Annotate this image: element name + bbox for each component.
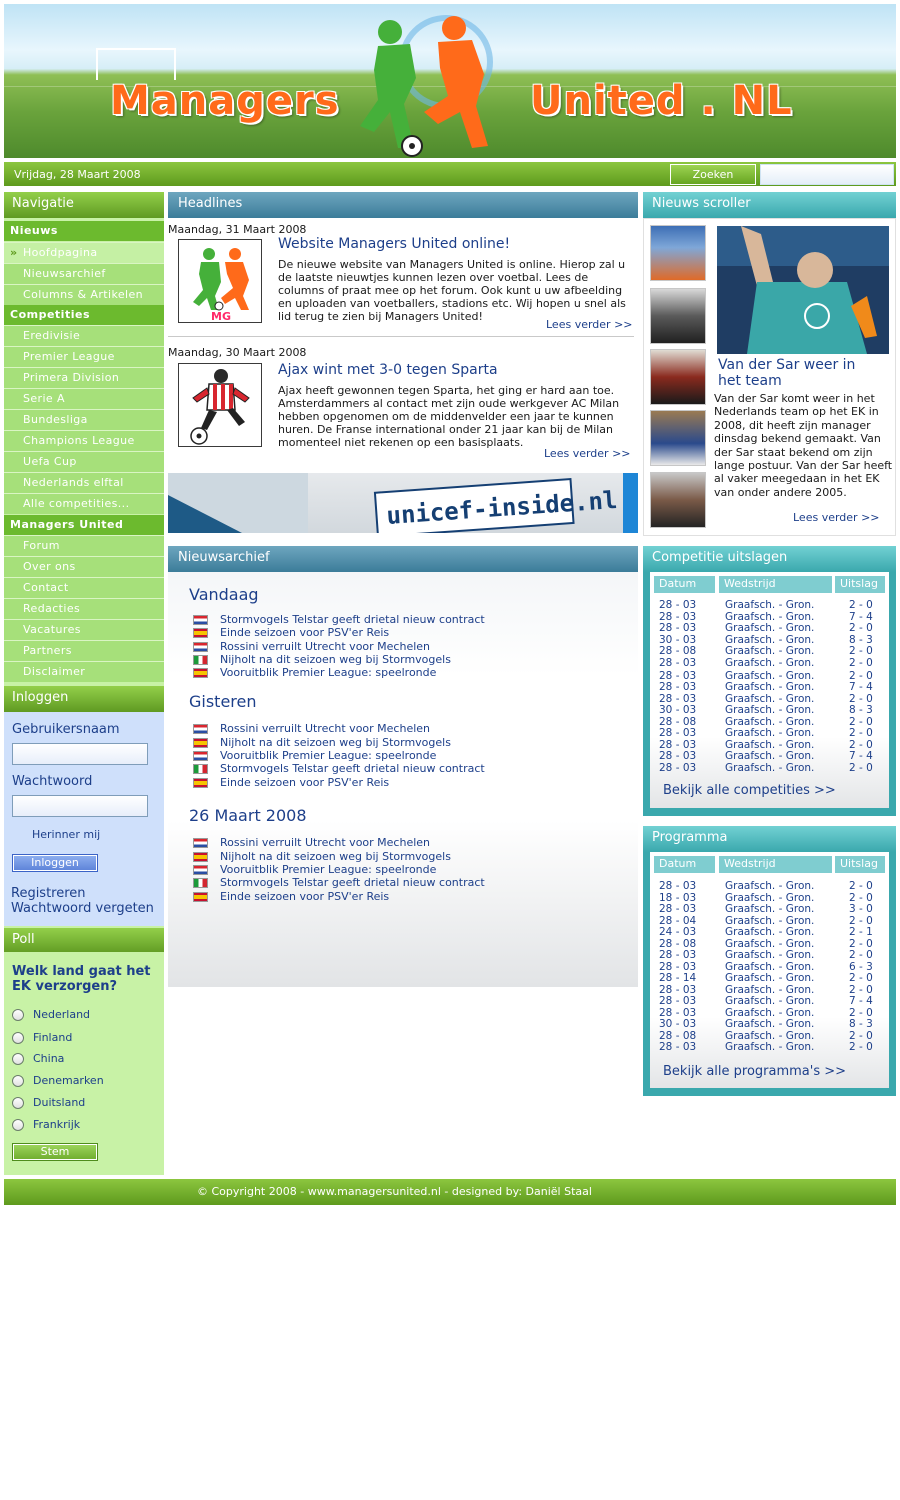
current-date: Vrijdag, 28 Maart 2008 xyxy=(14,168,141,181)
cell-date: 28 - 03 xyxy=(659,983,697,996)
cell-match: Graafsch. - Gron. xyxy=(725,926,815,938)
read-more-link[interactable]: Lees verder >> xyxy=(546,318,633,331)
column-header-wedstrijd: Wedstrijd xyxy=(719,856,832,873)
copyright-text: © Copyright 2008 - www.managersunited.nl - designed by: Daniël Staal xyxy=(197,1185,592,1198)
cell-match: Graafsch. - Gron. xyxy=(725,880,815,892)
news-title-link[interactable]: Ajax wint met 3-0 tegen Sparta xyxy=(278,362,498,378)
cell-match: Graafsch. - Gron. xyxy=(725,937,815,950)
vote-button[interactable]: Stem xyxy=(12,1143,98,1161)
poll-header: Poll xyxy=(4,928,164,954)
scroller-main-photo[interactable] xyxy=(717,226,889,354)
flag-spain-icon xyxy=(193,778,208,788)
archive-header: Nieuwsarchief xyxy=(168,546,638,572)
cell-date: 28 - 03 xyxy=(659,669,697,682)
flag-netherlands-icon xyxy=(193,751,208,761)
cell-score: 8 - 3 xyxy=(849,633,873,646)
scroller-thumb-player[interactable] xyxy=(650,225,706,281)
table-row[interactable] xyxy=(650,961,889,973)
scroller-thumb-player[interactable] xyxy=(650,472,706,528)
cell-date: 28 - 08 xyxy=(659,645,697,657)
cell-date: 30 - 03 xyxy=(659,633,697,646)
column-header-datum: Datum xyxy=(654,576,715,593)
table-row[interactable] xyxy=(650,1007,889,1019)
login-button[interactable]: Inloggen xyxy=(12,854,98,872)
logo-players-image xyxy=(334,8,534,158)
read-more-link[interactable]: Lees verder >> xyxy=(544,447,631,460)
nav-item-nederlands-elftal[interactable]: Nederlands elftal xyxy=(4,472,164,493)
scroller-read-more-link[interactable]: Lees verder >> xyxy=(793,511,880,524)
nav-section-managers-united: Managers United xyxy=(4,515,164,535)
cell-score: 3 - 0 xyxy=(849,903,873,915)
cell-score: 2 - 0 xyxy=(849,761,873,774)
nav-item-bundesliga[interactable]: Bundesliga xyxy=(4,409,164,430)
nav-item-uefa-cup[interactable]: Uefa Cup xyxy=(4,451,164,472)
footer xyxy=(4,1179,896,1205)
radio-button[interactable] xyxy=(12,1032,24,1044)
scroller-thumb-player[interactable] xyxy=(650,349,706,405)
archive-group-title: Gisteren xyxy=(189,692,257,711)
cell-date: 28 - 03 xyxy=(659,750,697,762)
cell-match: Graafsch. - Gron. xyxy=(725,656,815,669)
flag-netherlands-icon xyxy=(193,865,208,875)
cell-score: 7 - 4 xyxy=(849,610,873,623)
table-row[interactable] xyxy=(650,727,889,739)
nav-item-redacties[interactable]: Redacties xyxy=(4,598,164,619)
cell-date: 28 - 03 xyxy=(659,1041,697,1053)
cell-score: 2 - 0 xyxy=(849,880,873,892)
table-row[interactable] xyxy=(650,915,889,927)
goal-decoration xyxy=(96,48,176,80)
password-label: Wachtwoord xyxy=(12,774,93,789)
cell-match: Graafsch. - Gron. xyxy=(725,1041,815,1053)
cell-score: 2 - 0 xyxy=(849,983,873,996)
cell-match: Graafsch. - Gron. xyxy=(725,681,815,693)
news-date: Maandag, 30 Maart 2008 xyxy=(168,346,307,359)
news-scroller xyxy=(643,218,896,536)
table-row[interactable] xyxy=(650,750,889,762)
cell-match: Graafsch. - Gron. xyxy=(725,704,815,716)
table-row[interactable] xyxy=(650,1041,889,1053)
cell-date: 28 - 08 xyxy=(659,1029,697,1042)
cell-match: Graafsch. - Gron. xyxy=(725,995,815,1007)
cell-date: 28 - 03 xyxy=(659,995,697,1007)
table-row[interactable] xyxy=(650,739,889,751)
table-row[interactable] xyxy=(650,716,889,728)
program-panel xyxy=(643,826,896,1096)
radio-button[interactable] xyxy=(12,1053,24,1065)
table-row[interactable] xyxy=(650,704,889,716)
table-row[interactable] xyxy=(650,657,889,669)
program-table xyxy=(650,852,889,1088)
cell-score: 6 - 3 xyxy=(849,960,873,973)
cell-date: 28 - 03 xyxy=(659,681,697,693)
cell-match: Graafsch. - Gron. xyxy=(725,1006,815,1019)
table-row[interactable] xyxy=(650,903,889,915)
cell-match: Graafsch. - Gron. xyxy=(725,727,815,739)
news-thumbnail[interactable] xyxy=(178,363,262,447)
flag-netherlands-icon xyxy=(193,615,208,625)
cell-score: 2 - 0 xyxy=(849,656,873,669)
table-row[interactable] xyxy=(650,949,889,961)
cell-date: 28 - 03 xyxy=(659,880,697,892)
cell-date: 28 - 03 xyxy=(659,738,697,751)
cell-score: 2 - 0 xyxy=(849,715,873,728)
cell-date: 28 - 08 xyxy=(659,937,697,950)
thumb-logo-text: MG xyxy=(211,310,231,323)
nav-item-nieuwsarchief[interactable]: Nieuwsarchief xyxy=(4,263,164,284)
cell-match: Graafsch. - Gron. xyxy=(725,645,815,657)
cell-date: 28 - 14 xyxy=(659,972,697,984)
password-field[interactable] xyxy=(12,795,148,817)
nav-item-disclaimer[interactable]: Disclaimer xyxy=(4,661,164,682)
cell-match: Graafsch. - Gron. xyxy=(725,669,815,682)
cell-score: 2 - 0 xyxy=(849,738,873,751)
cell-match: Graafsch. - Gron. xyxy=(725,692,815,705)
news-title-link[interactable]: Website Managers United online! xyxy=(278,236,511,252)
table-row[interactable] xyxy=(650,995,889,1007)
cell-match: Graafsch. - Gron. xyxy=(725,914,815,927)
username-field[interactable] xyxy=(12,743,148,765)
flag-italy-icon xyxy=(193,764,208,774)
cell-match: Graafsch. - Gron. xyxy=(725,903,815,915)
cell-score: 2 - 0 xyxy=(849,669,873,682)
cell-score: 2 - 0 xyxy=(849,972,873,984)
cell-match: Graafsch. - Gron. xyxy=(725,972,815,984)
radio-button[interactable] xyxy=(12,1075,24,1087)
table-row[interactable] xyxy=(650,984,889,996)
navigation-header: Navigatie xyxy=(4,192,164,218)
cell-date: 18 - 03 xyxy=(659,891,697,904)
table-row[interactable] xyxy=(650,926,889,938)
flag-netherlands-icon xyxy=(193,642,208,652)
flag-italy-icon xyxy=(193,878,208,888)
cell-score: 8 - 3 xyxy=(849,704,873,716)
register-link[interactable]: Registreren xyxy=(11,886,86,901)
all-competitions-link[interactable]: Bekijk alle competities >> xyxy=(663,783,836,798)
cell-score: 7 - 4 xyxy=(849,995,873,1007)
poll-panel: Welk land gaat het EK verzorgen? Nederland Finland China Denemarken Duitsland Frankrijk Stem xyxy=(4,952,164,1175)
archive-group-title: Vandaag xyxy=(189,585,259,604)
cell-score: 7 - 4 xyxy=(849,681,873,693)
cell-match: Graafsch. - Gron. xyxy=(725,750,815,762)
all-programs-link[interactable]: Bekijk alle programma's >> xyxy=(663,1064,847,1079)
scroller-header: Nieuws scroller xyxy=(643,192,896,218)
scroller-thumb-player[interactable] xyxy=(650,410,706,466)
cell-match: Graafsch. - Gron. xyxy=(725,633,815,646)
cell-date: 28 - 04 xyxy=(659,914,697,927)
cell-date: 28 - 03 xyxy=(659,903,697,915)
cell-match: Graafsch. - Gron. xyxy=(725,599,815,611)
header-banner xyxy=(4,4,896,158)
cell-score: 2 - 0 xyxy=(849,1029,873,1042)
table-row[interactable] xyxy=(650,693,889,705)
results-header: Competitie uitslagen xyxy=(643,546,896,572)
double-chevron-icon: » xyxy=(10,246,18,259)
column-header-uitslag: Uitslag xyxy=(835,856,885,873)
nav-section-competities: Competities xyxy=(4,305,164,325)
cell-score: 7 - 4 xyxy=(849,750,873,762)
nav-item-eredivisie[interactable]: Eredivisie xyxy=(4,325,164,346)
cell-date: 28 - 03 xyxy=(659,761,697,774)
radio-button[interactable] xyxy=(12,1119,24,1131)
table-row[interactable] xyxy=(650,892,889,904)
headlines-header: Headlines xyxy=(168,192,638,218)
cell-score: 2 - 0 xyxy=(849,1006,873,1019)
nav-item-alle-competities[interactable]: Alle competities... xyxy=(4,493,164,514)
news-archive: Vandaag Stormvogels Telstar geeft drietal nieuw contract Einde seizoen voor PSV'er Reis Rossini verruilt Utrecht voor Mechelen Nijholt na dit seizoen weg bij Stormvogels Vooruitblik Premier League: speelronde Gisteren Rossini verruilt Utrecht voor Mechelen Nijholt na dit seizoen weg bij Stormvogels Vooruitblik Premier League: speelronde Stormvogels Telstar geeft drietal nieuw contract Einde seizoen voor PSV'er Reis 26 Maart 2008 Rossini verruilt Utrecht voor Mechelen Nijholt na dit seizoen weg bij Stormvogels Vooruitblik Premier League: speelronde Stormvogels Telstar geeft drietal nieuw contract Einde seizoen voor PSV'er Reis xyxy=(168,572,638,987)
table-row[interactable] xyxy=(650,1018,889,1030)
username-label: Gebruikersnaam xyxy=(12,722,120,737)
nav-item-champions-league[interactable]: Champions League xyxy=(4,430,164,451)
nav-item-partners[interactable]: Partners xyxy=(4,640,164,661)
left-sidebar xyxy=(4,192,164,1175)
results-panel xyxy=(643,546,896,816)
nav-item-serie-a[interactable]: Serie A xyxy=(4,388,164,409)
column-header-datum: Datum xyxy=(654,856,715,873)
unicef-ad-banner[interactable] xyxy=(168,473,638,533)
cell-match: Graafsch. - Gron. xyxy=(725,960,815,973)
cell-score: 2 - 0 xyxy=(849,949,873,961)
cell-date: 24 - 03 xyxy=(659,926,697,938)
table-row[interactable] xyxy=(650,972,889,984)
cell-date: 28 - 03 xyxy=(659,622,697,634)
ad-text: unicef-inside.nl xyxy=(385,485,619,530)
table-row[interactable] xyxy=(650,645,889,657)
login-form xyxy=(4,712,164,926)
logo-text-right: United . NL xyxy=(530,78,793,124)
column-header-wedstrijd: Wedstrijd xyxy=(719,576,832,593)
cell-score: 2 - 0 xyxy=(849,891,873,904)
cell-date: 28 - 03 xyxy=(659,599,697,611)
nav-item-premier-league[interactable]: Premier League xyxy=(4,346,164,367)
cell-score: 2 - 1 xyxy=(849,926,873,938)
forgot-password-link[interactable]: Wachtwoord vergeten xyxy=(11,901,154,916)
news-summary: De nieuwe website van Managers United is online. Hierop zal u de laatste nieuwtjes kunnen lezen over voetbal. Lees de columns of praat mee op het forum. Ook kunt u uw afbeelding en uploaden van voetballers, stadions etc. Wij hopen u snel als lid terug te zien bij Managers United! xyxy=(278,258,626,323)
flag-netherlands-icon xyxy=(193,724,208,734)
login-header: Inloggen xyxy=(4,686,164,712)
scroller-body: Van der Sar komt weer in het Nederlands team op het EK in 2008, dit heeft zijn manager dinsdag bekend gemaakt. Van der Sar staat bekend om zijn lange postuur. Van der Sar heeft al vaker meegedaan in het EK van onder andere 2005. xyxy=(714,392,893,499)
cell-date: 28 - 03 xyxy=(659,960,697,973)
cell-date: 28 - 08 xyxy=(659,715,697,728)
program-header: Programma xyxy=(643,826,896,852)
flag-italy-icon xyxy=(193,655,208,665)
nav-item-over-ons[interactable]: Over ons xyxy=(4,556,164,577)
cell-score: 2 - 0 xyxy=(849,622,873,634)
cell-score: 2 - 0 xyxy=(849,645,873,657)
cell-date: 30 - 03 xyxy=(659,1018,697,1030)
cell-score: 2 - 0 xyxy=(849,914,873,927)
nav-item-forum[interactable]: Forum xyxy=(4,535,164,556)
nav-section-nieuws: Nieuws xyxy=(4,221,164,241)
cell-score: 2 - 0 xyxy=(849,1041,873,1053)
news-summary: Ajax heeft gewonnen tegen Sparta, het ging er hard aan toe. Amsterdammers al contact met zijn oude werkgever AC Milan hebben opgenomen om de middenvelder een jaar te kunnen huren. De Franse international onder 21 jaar kan bij de Milan momenteel niet rekenen op een basisplaats. xyxy=(278,384,620,449)
cell-date: 28 - 03 xyxy=(659,949,697,961)
nav-item-primera-division[interactable]: Primera Division xyxy=(4,367,164,388)
cell-date: 28 - 03 xyxy=(659,656,697,669)
table-row[interactable] xyxy=(650,670,889,682)
radio-button[interactable] xyxy=(12,1097,24,1109)
nav-item-contact[interactable]: Contact xyxy=(4,577,164,598)
flag-spain-icon xyxy=(193,668,208,678)
cell-date: 28 - 03 xyxy=(659,610,697,623)
table-row[interactable] xyxy=(650,938,889,950)
table-row[interactable] xyxy=(650,599,889,611)
cell-date: 28 - 03 xyxy=(659,1006,697,1019)
search-input[interactable] xyxy=(760,164,894,185)
news-thumbnail[interactable] xyxy=(178,239,262,323)
cell-date: 28 - 03 xyxy=(659,727,697,739)
cell-match: Graafsch. - Gron. xyxy=(725,622,815,634)
news-date: Maandag, 31 Maart 2008 xyxy=(168,223,307,236)
cell-match: Graafsch. - Gron. xyxy=(725,983,815,996)
archive-group-title: 26 Maart 2008 xyxy=(189,806,307,825)
scroller-thumb-player[interactable] xyxy=(650,288,706,344)
flag-spain-icon xyxy=(193,628,208,638)
remember-me-label[interactable]: Herinner mij xyxy=(32,828,101,841)
cell-match: Graafsch. - Gron. xyxy=(725,1029,815,1042)
cell-date: 28 - 03 xyxy=(659,692,697,705)
flag-spain-icon xyxy=(193,892,208,902)
flag-netherlands-icon xyxy=(193,838,208,848)
nav-item-hoofdpagina[interactable]: » Hoofdpagina xyxy=(4,242,164,263)
column-header-uitslag: Uitslag xyxy=(835,576,885,593)
cell-score: 2 - 0 xyxy=(849,692,873,705)
table-row[interactable] xyxy=(650,1030,889,1042)
cell-match: Graafsch. - Gron. xyxy=(725,738,815,751)
table-row[interactable] xyxy=(650,611,889,623)
nav-item-vacatures[interactable]: Vacatures xyxy=(4,619,164,640)
cell-score: 2 - 0 xyxy=(849,727,873,739)
table-row[interactable] xyxy=(650,681,889,693)
radio-button[interactable] xyxy=(12,1009,24,1021)
cell-score: 8 - 3 xyxy=(849,1018,873,1030)
cell-match: Graafsch. - Gron. xyxy=(725,949,815,961)
cell-match: Graafsch. - Gron. xyxy=(725,761,815,774)
cell-match: Graafsch. - Gron. xyxy=(725,1018,815,1030)
divider xyxy=(168,336,634,337)
cell-score: 2 - 0 xyxy=(849,599,873,611)
flag-spain-icon xyxy=(193,852,208,862)
nav-item-columns[interactable]: Columns & Artikelen xyxy=(4,284,164,305)
cell-match: Graafsch. - Gron. xyxy=(725,715,815,728)
table-row[interactable] xyxy=(650,762,889,774)
search-button[interactable]: Zoeken xyxy=(670,164,756,185)
logo-text-left: Managers xyxy=(110,78,340,124)
table-row[interactable] xyxy=(650,622,889,634)
flag-spain-icon xyxy=(193,738,208,748)
poll-question: Welk land gaat het EK verzorgen? xyxy=(12,964,151,994)
scroller-title[interactable]: Van der Sar weer in het team xyxy=(718,357,856,389)
cell-match: Graafsch. - Gron. xyxy=(725,891,815,904)
table-row[interactable] xyxy=(650,880,889,892)
cell-score: 2 - 0 xyxy=(849,937,873,950)
table-row[interactable] xyxy=(650,634,889,646)
results-table xyxy=(650,572,889,808)
cell-date: 30 - 03 xyxy=(659,704,697,716)
cell-match: Graafsch. - Gron. xyxy=(725,610,815,623)
